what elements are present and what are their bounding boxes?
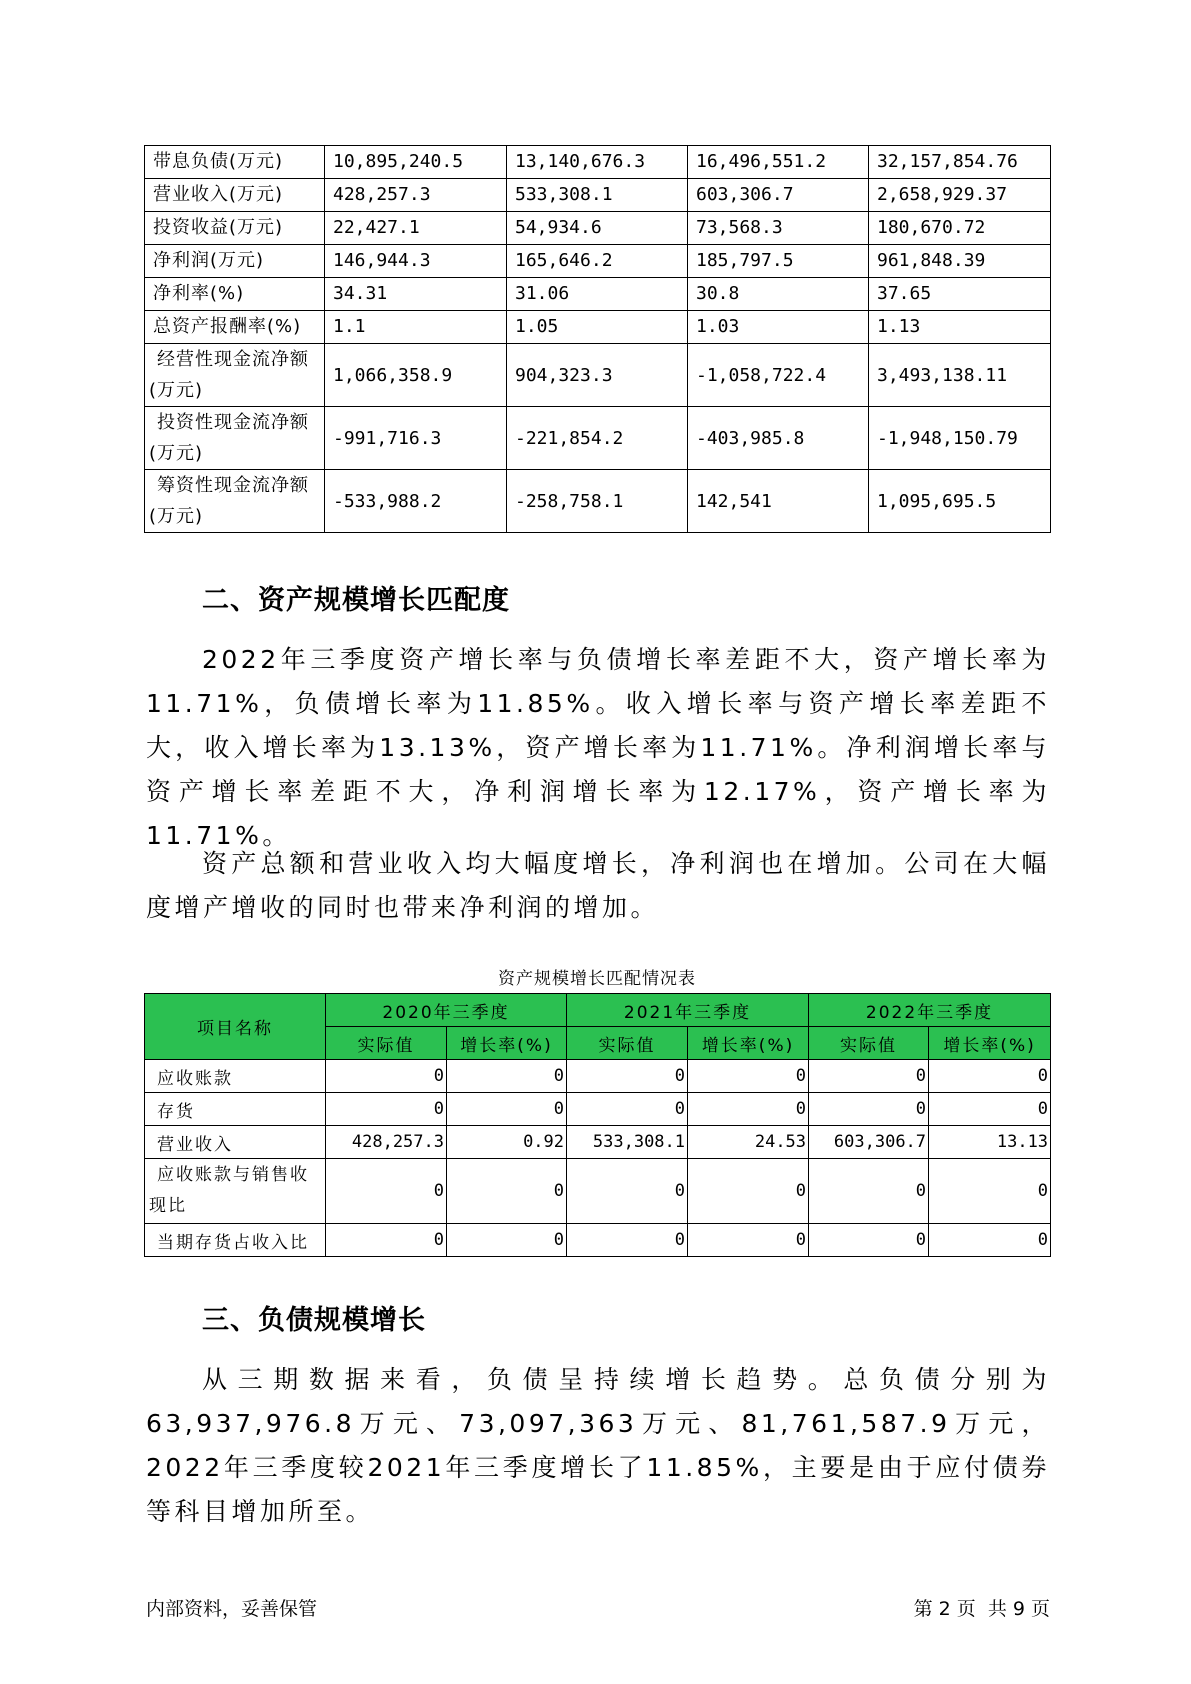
row-label: 存货 [145,1093,326,1126]
cell-value: 1.13 [869,311,1051,344]
row-label-line: 投资性现金流净额 [157,412,309,433]
row-label: 净利率(%) [145,278,325,311]
cell-value: 31.06 [507,278,688,311]
cell-value: 0 [929,1093,1051,1126]
cell-value: 34.31 [325,278,507,311]
cell-value: 0 [447,1224,567,1257]
financial-metrics-table [144,145,1051,533]
cell-value: 961,848.39 [869,245,1051,278]
cell-value: 142,541 [688,470,869,533]
row-label: 营业收入 [145,1126,326,1159]
cell-value: -258,758.1 [507,470,688,533]
row-label [145,407,325,470]
column-header-period: 2020年三季度 [326,994,567,1027]
cell-value: 0 [447,1159,567,1224]
cell-value: 185,797.5 [688,245,869,278]
row-label [145,344,325,407]
cell-value: 10,895,240.5 [325,146,507,179]
column-header-period: 2022年三季度 [809,994,1051,1027]
row-label-line: 经营性现金流净额 [157,349,309,370]
cell-value: 0 [688,1159,809,1224]
cell-value: 0.92 [447,1126,567,1159]
cell-value: 0 [688,1224,809,1257]
table-caption: 资产规模增长匹配情况表 [498,969,696,989]
footer-page-number: 第 2 页 共 9 页 [913,1598,1050,1620]
row-label: 当期存货占收入比 [145,1224,326,1257]
cell-value: -403,985.8 [688,407,869,470]
column-header-actual: 实际值 [567,1027,688,1060]
cell-value: 428,257.3 [325,179,507,212]
cell-value: 73,568.3 [688,212,869,245]
cell-value: 0 [447,1060,567,1093]
paragraph: 2022年三季度资产增长率与负债增长率差距不大，资产增长率为11.71%，负债增长率为11.85%。收入增长率与资产增长率差距不大，收入增长率为13.13%，资产增长率为11.71%。净利润增长率与资产增长率差距不大，净利润增长率为12.17%，资产增长率为11.71%。 [146,645,1050,850]
header-row [145,994,1051,1027]
column-header-item: 项目名称 [145,994,326,1060]
cell-value: -533,988.2 [325,470,507,533]
table-row [145,1159,1051,1224]
table-row [145,407,1051,470]
column-header-actual: 实际值 [809,1027,929,1060]
column-header-growth: 增长率(%) [929,1027,1051,1060]
cell-value: 1,066,358.9 [325,344,507,407]
cell-value: -991,716.3 [325,407,507,470]
cell-value: 0 [567,1093,688,1126]
cell-value: 0 [447,1093,567,1126]
table-row [145,179,1051,212]
cell-value: 0 [929,1159,1051,1224]
table-row [145,146,1051,179]
paragraph: 从三期数据来看，负债呈持续增长趋势。总负债分别为63,937,976.8万元、73,097,363万元、81,761,587.9万元，2022年三季度较2021年三季度增长了11.85%，主要是由于应付债券等科目增加所至。 [146,1365,1050,1526]
cell-value: 603,306.7 [809,1126,929,1159]
cell-value: 1.05 [507,311,688,344]
table-row [145,311,1051,344]
row-label [145,470,325,533]
column-header-period: 2021年三季度 [567,994,809,1027]
cell-value: 533,308.1 [507,179,688,212]
cell-value: 54,934.6 [507,212,688,245]
cell-value: 904,323.3 [507,344,688,407]
row-label-line: (万元) [149,506,204,527]
cell-value: 0 [688,1093,809,1126]
row-label: 投资收益(万元) [145,212,325,245]
cell-value: 0 [326,1159,447,1224]
table-row [145,344,1051,407]
table-row [145,470,1051,533]
cell-value: 165,646.2 [507,245,688,278]
cell-value: 24.53 [688,1126,809,1159]
row-label: 带息负债(万元) [145,146,325,179]
cell-value: 1.03 [688,311,869,344]
section-heading: 三、负债规模增长 [202,1305,426,1336]
row-label-line: 应收账款与销售收 [157,1165,309,1185]
row-label: 营业收入(万元) [145,179,325,212]
cell-value: 0 [326,1093,447,1126]
table-row [145,1224,1051,1257]
cell-value: -1,058,722.4 [688,344,869,407]
row-label-line: 筹资性现金流净额 [157,475,309,496]
section-heading: 二、资产规模增长匹配度 [202,585,510,616]
cell-value: 533,308.1 [567,1126,688,1159]
column-header-growth: 增长率(%) [447,1027,567,1060]
cell-value: 1.1 [325,311,507,344]
table-row [145,1126,1051,1159]
cell-value: 180,670.72 [869,212,1051,245]
cell-value: 428,257.3 [326,1126,447,1159]
cell-value: 0 [567,1159,688,1224]
cell-value: -221,854.2 [507,407,688,470]
row-label: 应收账款 [145,1060,326,1093]
row-label [145,1159,326,1224]
paragraph: 资产总额和营业收入均大幅度增长，净利润也在增加。公司在大幅度增产增收的同时也带来净利润的增加。 [146,849,1050,922]
cell-value: 22,427.1 [325,212,507,245]
cell-value: 146,944.3 [325,245,507,278]
cell-value: 603,306.7 [688,179,869,212]
cell-value: 30.8 [688,278,869,311]
cell-value: 37.65 [869,278,1051,311]
cell-value: 0 [809,1093,929,1126]
footer-confidential-note: 内部资料，妥善保管 [146,1598,318,1620]
asset-growth-match-table [144,993,1051,1257]
row-label-line: (万元) [149,380,204,401]
cell-value: 0 [809,1224,929,1257]
cell-value: 2,658,929.37 [869,179,1051,212]
cell-value: 0 [688,1060,809,1093]
table-row [145,1060,1051,1093]
table-row [145,1093,1051,1126]
cell-value: 32,157,854.76 [869,146,1051,179]
cell-value: -1,948,150.79 [869,407,1051,470]
cell-value: 0 [326,1224,447,1257]
column-header-actual: 实际值 [326,1027,447,1060]
row-label: 净利润(万元) [145,245,325,278]
row-label-line: (万元) [149,443,204,464]
cell-value: 0 [567,1224,688,1257]
cell-value: 0 [326,1060,447,1093]
table-row [145,278,1051,311]
cell-value: 0 [929,1060,1051,1093]
row-label: 总资产报酬率(%) [145,311,325,344]
cell-value: 16,496,551.2 [688,146,869,179]
table-row [145,212,1051,245]
cell-value: 0 [809,1060,929,1093]
cell-value: 13.13 [929,1126,1051,1159]
cell-value: 0 [929,1224,1051,1257]
column-header-growth: 增长率(%) [688,1027,809,1060]
cell-value: 1,095,695.5 [869,470,1051,533]
row-label-line: 现比 [149,1196,187,1216]
table-row [145,245,1051,278]
cell-value: 0 [567,1060,688,1093]
cell-value: 0 [809,1159,929,1224]
cell-value: 13,140,676.3 [507,146,688,179]
cell-value: 3,493,138.11 [869,344,1051,407]
